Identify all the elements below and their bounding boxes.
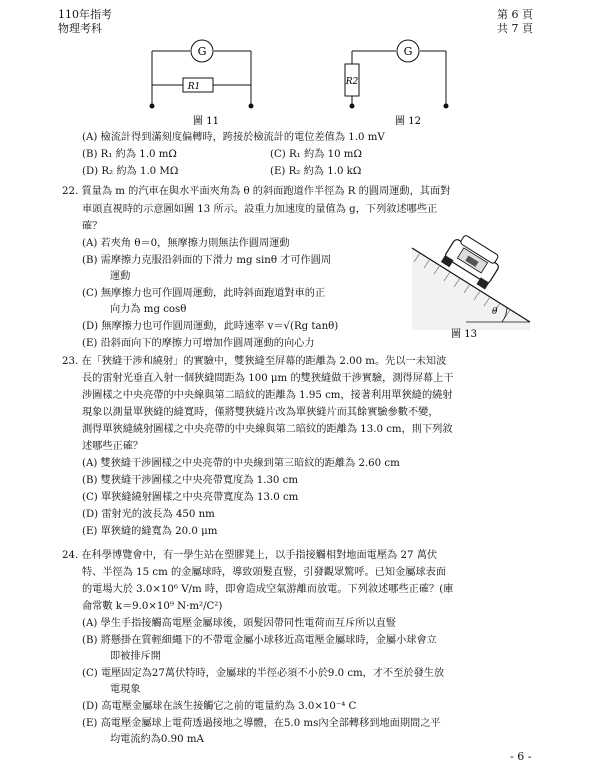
q24-option-e-cont: 均電流約為0.90 mA — [110, 734, 204, 745]
figure-12-circuit — [334, 38, 464, 130]
resistor-label: R2 — [345, 77, 359, 87]
exam-subject: 物理考科 — [58, 22, 102, 35]
q22-option-e: (E) 沿斜面向下的摩擦力可增加作圓周運動的向心力 — [82, 338, 315, 349]
q23-stem-line-1: 23. 在「狹縫干涉和繞射」的實驗中，雙狹縫至屏幕的距離為 2.00 m。先以一未知波 — [62, 356, 447, 367]
q24-stem-line-1: 24. 在科學博覽會中，有一學生站在塑膠凳上，以手指接觸相對地面電壓為 27 萬伏 — [62, 550, 438, 561]
q24-option-d: (D) 高電壓金屬球在該生接觸它之前的電量約為 3.0×10⁻⁴ C — [82, 701, 357, 712]
q24-option-b-cont: 即被排斥開 — [110, 651, 161, 662]
q22-stem-line-2: 車頭直視時的示意圖如圖 13 所示。設重力加速度的量值為 g，下列敘述哪些正 — [82, 204, 438, 215]
q24-option-a: (A) 學生手指接觸高電壓金屬球後，頭髮因帶同性電荷而互斥所以直豎 — [82, 618, 396, 629]
q23-stem-line-2: 長的雷射光垂直入射一個狹縫間距為 100 μm 的雙狹縫做干涉實驗，測得屏幕上干 — [82, 373, 454, 384]
q22-stem-line-1: 22. 質量為 m 的汽車在與水平面夾角為 θ 的斜面跑道作半徑為 R 的圓周運動，其面對 — [62, 186, 451, 197]
q23-stem-line-5: 測得單狹縫繞射圖樣之中央亮帶的中央線與第二暗紋的距離為 13.0 cm，則下列敘 — [82, 424, 453, 435]
q23-stem-line-3: 涉圖樣之中央亮帶的中央線與第二暗紋的距離為 1.95 cm，接著利用單狹縫的繞射 — [82, 390, 453, 401]
galvanometer-label: G — [403, 45, 413, 58]
figure-13-banked-car — [406, 226, 536, 338]
figure-11-circuit — [130, 38, 280, 130]
q22-option-b-cont: 運動 — [110, 271, 131, 282]
angle-theta-label: θ — [492, 307, 498, 317]
galvanometer-label: G — [197, 45, 207, 58]
q24-option-c-cont: 電現象 — [110, 684, 141, 695]
q22-option-c-cont: 向力為 mg cosθ — [110, 304, 187, 315]
q21-option-e: (E) R₂ 約為 1.0 kΩ — [270, 166, 362, 177]
q23-stem-line-4: 現象以測量單狹縫的縫寬時，僅將雙狹縫片改為單狹縫片而其餘實驗參數不變， — [82, 407, 439, 418]
q24-option-c: (C) 電壓固定為27萬伏特時，金屬球的半徑必須不小於9.0 cm，才不至於發生放 — [82, 668, 445, 679]
figure-12-caption: 圖 12 — [395, 116, 421, 127]
q22-option-c: (C) 無摩擦力也可作圓周運動，此時斜面跑道對車的正 — [82, 288, 326, 299]
resistor-label: R1 — [187, 82, 201, 92]
exam-year: 110年指考 — [58, 8, 112, 21]
q24-stem-line-2: 特、半徑為 15 cm 的金屬球時，導致頭髮直豎，引發觀眾驚呼。已知金屬球表面 — [82, 567, 447, 578]
q23-option-a: (A) 雙狹縫干涉圖樣之中央亮帶的中央線到第三暗紋的距離為 2.60 cm — [82, 458, 400, 469]
q24-stem-line-3: 的電場大於 3.0×10⁶ V/m 時，即會造成空氣游離而放電。下列敘述哪些正確？(庫 — [82, 584, 454, 595]
total-pages: 共 7 頁 — [497, 22, 533, 35]
q22-stem-line-3: 確？ — [82, 221, 103, 232]
q24-option-b: (B) 將懸掛在質輕細繩下的不帶電金屬小球移近高電壓金屬球時，金屬小球會立 — [82, 635, 437, 646]
q21-option-d: (D) R₂ 約為 1.0 MΩ — [82, 166, 179, 177]
q23-option-b: (B) 雙狹縫干涉圖樣之中央亮帶寬度為 1.30 cm — [82, 475, 299, 486]
page-number-header: 第 6 頁 — [497, 8, 533, 21]
q22-option-d: (D) 無摩擦力也可作圓周運動，此時速率 v＝√(Rg tanθ) — [82, 321, 339, 332]
q24-stem-line-4: 侖常數 k＝9.0×10⁹ N·m²/C²) — [82, 601, 223, 612]
q22-option-b: (B) 需摩擦力克服沿斜面的下滑力 mg sinθ 才可作圓周 — [82, 255, 332, 266]
q21-option-a: (A) 檢流計得到滿刻度偏轉時，跨接於檢流計的電位差值為 1.0 mV — [82, 132, 385, 143]
q21-option-b: (B) R₁ 約為 1.0 mΩ — [82, 149, 177, 160]
q22-option-a: (A) 若夾角 θ＝0，無摩擦力則無法作圓周運動 — [82, 238, 290, 249]
q24-option-e: (E) 高電壓金屬球上電荷透過接地之導體，在5.0 ms內全部轉移到地面期間之平 — [82, 718, 441, 729]
q23-stem-line-6: 述哪些正確？ — [82, 441, 144, 452]
figure-13-caption: 圖 13 — [451, 329, 477, 338]
q23-option-e: (E) 單狹縫的縫寬為 20.0 μm — [82, 526, 218, 537]
q23-option-c: (C) 單狹縫繞射圖樣之中央亮帶寬度為 13.0 cm — [82, 492, 299, 503]
q23-option-d: (D) 雷射光的波長為 450 nm — [82, 509, 215, 520]
q21-option-c: (C) R₁ 約為 10 mΩ — [270, 149, 362, 160]
figure-11-caption: 圖 11 — [193, 116, 219, 127]
page-number-footer: - 6 - — [510, 750, 532, 763]
